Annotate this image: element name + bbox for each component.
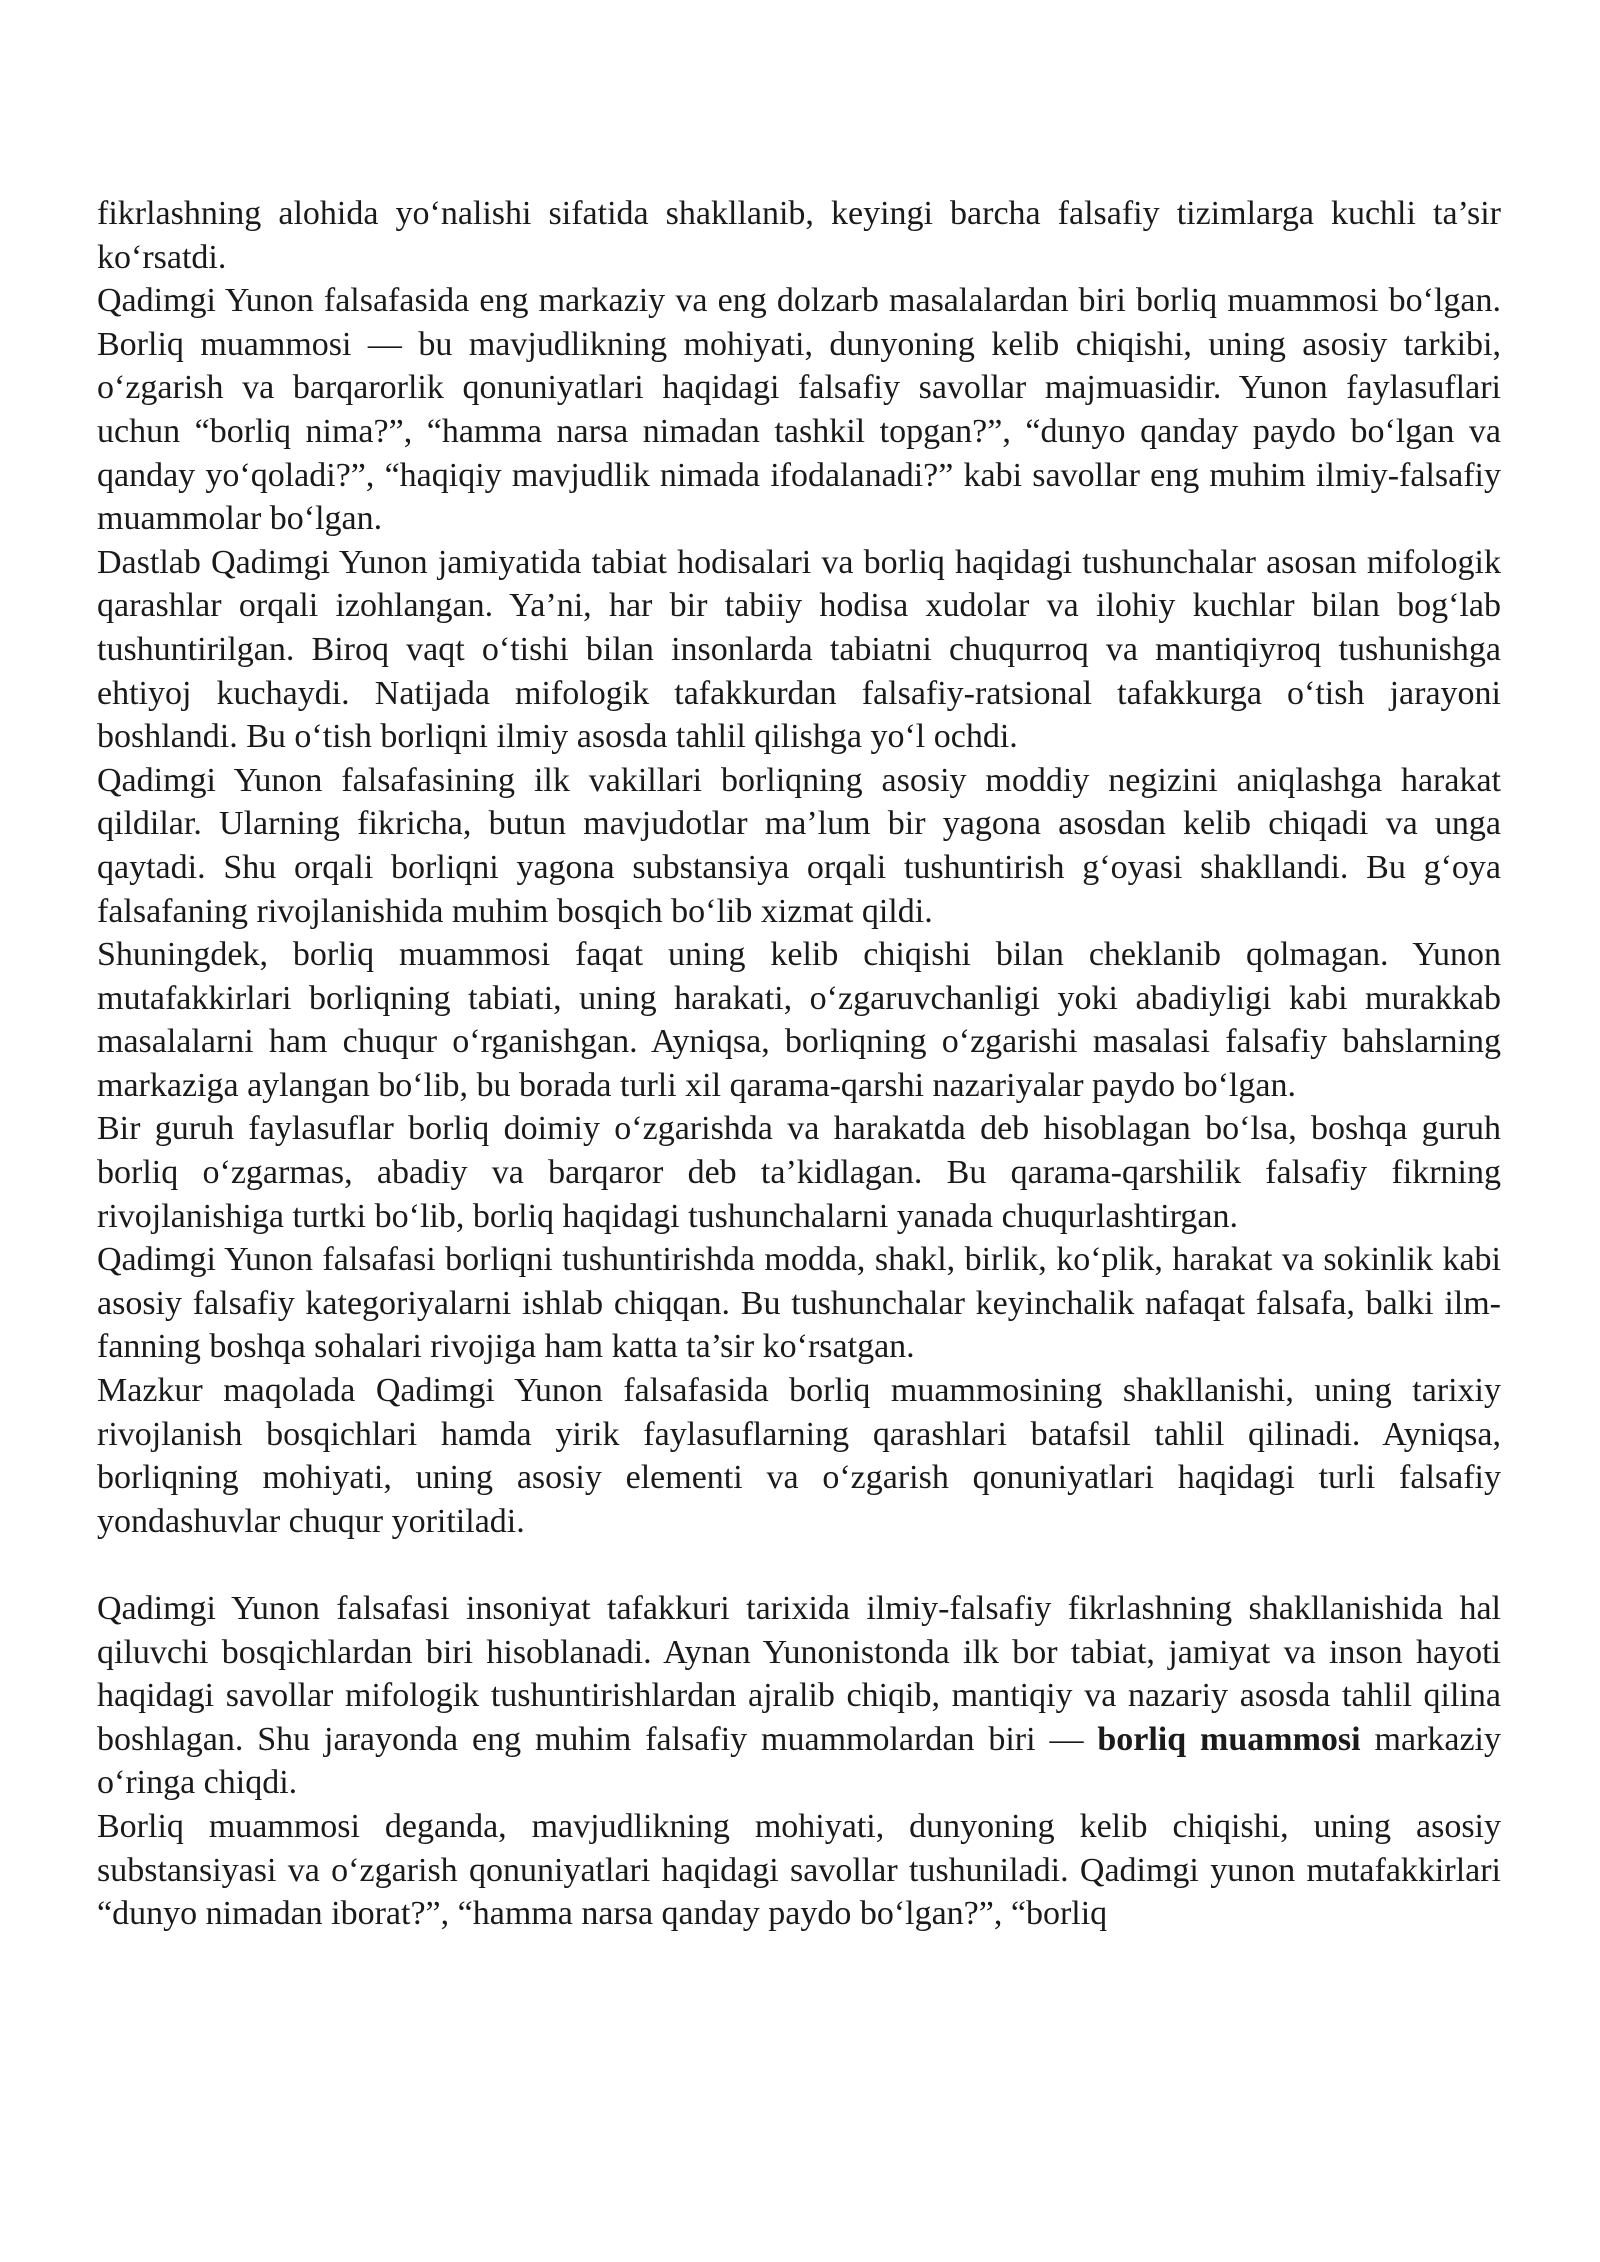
- paragraph-9-text-end: markaziy o‘ringa chiqdi.: [97, 1720, 1501, 1802]
- paragraph-8: Mazkur maqolada Qadimgi Yunon falsafasida borliq muammosining shakllanishi, uning tarixiy rivojlanish bosqichlari hamda yirik faylasuflarning qarashlari batafsil tahlil qilinadi. Ayniqsa, borliqning mohiyati, uning asosiy elementi va o‘zgarish qonuniyatlari haqidagi turli falsafiy yondashuvlar chuqur yoritiladi.: [97, 1372, 1501, 1540]
- paragraph-3: Dastlab Qadimgi Yunon jamiyatida tabiat hodisalari va borliq haqidagi tushunchalar asosan mifologik qarashlar orqali izohlangan. Ya’ni, har bir tabiiy hodisa xudolar va ilohiy kuchlar bilan bog‘lab tushuntirilgan. Biroq vaqt o‘tishi bilan insonlarda tabiatni chuqurroq va mantiqiyroq tushunishga ehtiyoj kuchaydi. Natijada mifologik tafakkurdan falsafiy-ratsional tafakkurga o‘tish jarayoni boshlandi. Bu o‘tish borliqni ilmiy asosda tahlil qilishga yo‘l ochdi.: [97, 543, 1501, 756]
- paragraph-4: Qadimgi Yunon falsafasining ilk vakillari borliqning asosiy moddiy negizini aniqlashga harakat qildilar. Ularning fikricha, butun mavjudotlar ma’lum bir yagona asosdan kelib chiqadi va unga qaytadi. Shu orqali borliqni yagona substansiya orqali tushuntirish g‘oyasi shakllandi. Bu g‘oya falsafaning rivojlanishida muhim bosqich bo‘lib xizmat qildi.: [97, 761, 1501, 930]
- paragraph-1: fikrlashning alohida yo‘nalishi sifatida shakllanib, keyingi barcha falsafiy tizimlarga kuchli ta’sir ko‘rsatdi.: [97, 195, 1501, 276]
- paragraph-2: Qadimgi Yunon falsafasida eng markaziy va eng dolzarb masalalardan biri borliq muammosi bo‘lgan. Borliq muammosi — bu mavjudlikning mohiyati, dunyoning kelib chiqishi, uning asosiy tarkibi, o‘zgarish va barqarorlik qonuniyatlari haqidagi falsafiy savollar majmuasidir. Yunon faylasuflari uchun “borliq nima?”, “hamma narsa nimadan tashkil topgan?”, “dunyo qanday paydo bo‘lgan va qanday yo‘qoladi?”, “haqiqiy mavjudlik nimada ifodalanadi?” kabi savollar eng muhim ilmiy-falsafiy muammolar bo‘lgan.: [97, 282, 1501, 538]
- paragraph-10: Borliq muammosi deganda, mavjudlikning mohiyati, dunyoning kelib chiqishi, uning asosiy substansiyasi va o‘zgarish qonuniyatlari haqidagi savollar tushuniladi. Qadimgi yunon mutafakkirlari “dunyo nimadan iborat?”, “hamma narsa qanday paydo bo‘lgan?”, “borliq: [97, 1807, 1501, 1933]
- paragraph-9: [97, 1587, 1501, 1805]
- paragraph-9-text-start: Qadimgi Yunon falsafasi insoniyat tafakkuri tarixida ilmiy-falsafiy fikrlashning shakllanishida hal qiluvchi bosqichlardan biri hisoblanadi. Aynan Yunonistonda ilk bor tabiat, jamiyat va inson hayoti haqidagi savollar mifologik tushuntirishlardan ajralib chiqib, mantiqiy va nazariy asosda tahlil qilina boshlagan. Shu jarayonda eng muhim falsafiy muammolardan biri —: [97, 1590, 1501, 1758]
- bold-term: borliq muammosi: [1097, 1720, 1361, 1758]
- paragraph-gap: [97, 1543, 1501, 1587]
- paragraph-6: Bir guruh faylasuflar borliq doimiy o‘zgarishda va harakatda deb hisoblagan bo‘lsa, boshqa guruh borliq o‘zgarmas, abadiy va barqaror deb ta’kidlagan. Bu qarama-qarshilik falsafiy fikrning rivojlanishiga turtki bo‘lib, borliq haqidagi tushunchalarni yanada chuqurlashtirgan.: [97, 1110, 1501, 1235]
- document-page: [97, 192, 1501, 1936]
- paragraph-5: Shuningdek, borliq muammosi faqat uning kelib chiqishi bilan cheklanib qolmagan. Yunon mutafakkirlari borliqning tabiati, uning harakati, o‘zgaruvchanligi yoki abadiyligi kabi murakkab masalalarni ham chuqur o‘rganishgan. Ayniqsa, borliqning o‘zgarishi masalasi falsafiy bahslarning markaziga aylangan bo‘lib, bu borada turli xil qarama-qarshi nazariyalar paydo bo‘lgan.: [97, 936, 1501, 1104]
- paragraph-7: Qadimgi Yunon falsafasi borliqni tushuntirishda modda, shakl, birlik, ko‘plik, harakat va sokinlik kabi asosiy falsafiy kategoriyalarni ishlab chiqqan. Bu tushunchalar keyinchalik nafaqat falsafa, balki ilm-fanning boshqa sohalari rivojiga ham katta ta’sir ko‘rsatgan.: [97, 1241, 1501, 1366]
